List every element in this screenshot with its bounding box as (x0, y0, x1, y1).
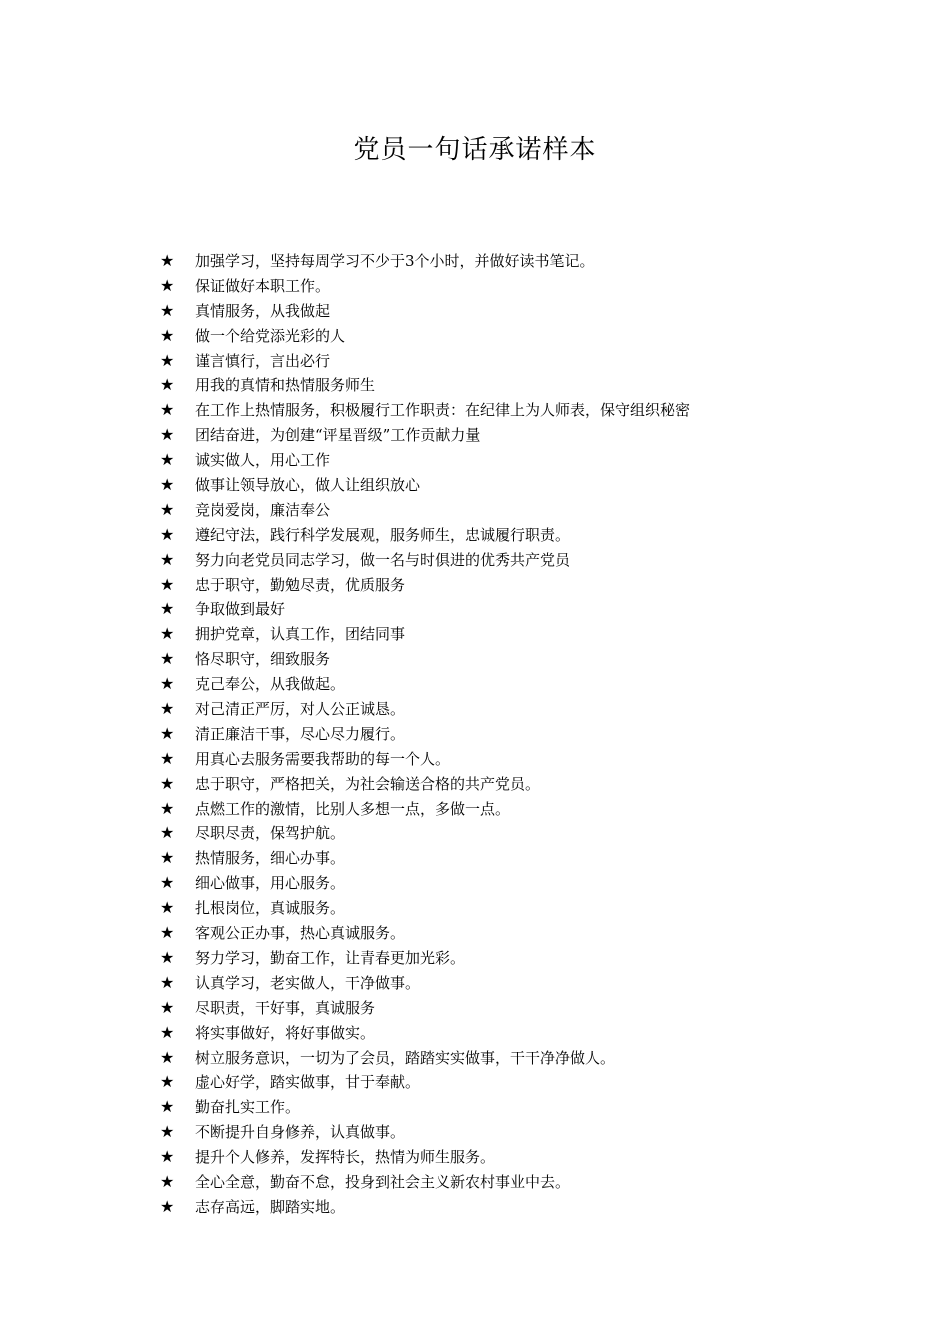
list-item (160, 672, 860, 697)
list-item (160, 1095, 860, 1120)
list-item (160, 548, 860, 573)
star-bullet-icon: ★ (160, 649, 175, 669)
list-item (160, 1195, 860, 1220)
list-item (160, 622, 860, 647)
pledge-text: 客观公正办事，热心真诚服务。 (195, 924, 406, 943)
list-item (160, 971, 860, 996)
pledge-text: 争取做到最好 (195, 600, 286, 619)
list-item (160, 597, 860, 622)
pledge-text: 热情服务，细心办事。 (195, 849, 346, 868)
star-bullet-icon: ★ (160, 1171, 175, 1191)
pledge-text: 努力学习，勤奋工作，让青春更加光彩。 (195, 948, 466, 967)
list-item (160, 697, 860, 722)
star-bullet-icon: ★ (160, 898, 175, 918)
star-bullet-icon: ★ (160, 300, 175, 320)
list-item (160, 1021, 860, 1046)
star-bullet-icon: ★ (160, 972, 175, 992)
pledge-text: 全心全意，勤奋不怠，投身到社会主义新农村事业中去。 (195, 1172, 571, 1191)
list-item (160, 274, 860, 299)
pledge-text: 点燃工作的激情，比别人多想一点，多做一点。 (195, 799, 511, 818)
list-item (160, 821, 860, 846)
pledge-text: 尽职尽责，保驾护航。 (195, 824, 346, 843)
pledge-text: 真情服务，从我做起 (195, 301, 331, 320)
list-item (160, 473, 860, 498)
pledge-text: 做一个给党添光彩的人 (195, 326, 346, 345)
pledge-text: 认真学习，老实做人，干净做事。 (195, 973, 421, 992)
star-bullet-icon: ★ (160, 1047, 175, 1067)
pledge-text: 不断提升自身修养，认真做事。 (195, 1123, 406, 1142)
pledge-text: 忠于职守，严格把关，为社会输送合格的共产党员。 (195, 774, 541, 793)
star-bullet-icon: ★ (160, 923, 175, 943)
pledge-text: 提升个人修养，发挥特长，热情为师生服务。 (195, 1148, 496, 1167)
pledge-text: 保证做好本职工作。 (195, 276, 331, 295)
star-bullet-icon: ★ (160, 823, 175, 843)
list-item (160, 498, 860, 523)
pledge-text: 将实事做好，将好事做实。 (195, 1023, 376, 1042)
list-item (160, 996, 860, 1021)
list-item (160, 523, 860, 548)
list-item (160, 797, 860, 822)
star-bullet-icon: ★ (160, 400, 175, 420)
list-item (160, 349, 860, 374)
pledge-text: 做事让领导放心，做人让组织放心 (195, 476, 421, 495)
pledge-text: 竞岗爱岗，廉洁奉公 (195, 500, 331, 519)
star-bullet-icon: ★ (160, 350, 175, 370)
star-bullet-icon: ★ (160, 723, 175, 743)
star-bullet-icon: ★ (160, 275, 175, 295)
pledge-text: 对己清正严厉，对人公正诚恳。 (195, 700, 406, 719)
star-bullet-icon: ★ (160, 599, 175, 619)
list-item (160, 1170, 860, 1195)
list-item (160, 1145, 860, 1170)
pledge-text: 树立服务意识，一切为了会员，踏踏实实做事，干干净净做人。 (195, 1048, 616, 1067)
pledge-text: 努力向老党员同志学习，做一名与时俱进的优秀共产党员 (195, 550, 571, 569)
document-title: 党员一句话承诺样本 (353, 135, 597, 165)
star-bullet-icon: ★ (160, 251, 175, 270)
pledge-text: 谨言慎行，言出必行 (195, 351, 331, 370)
pledge-text: 用我的真情和热情服务师生 (195, 376, 376, 395)
list-item (160, 324, 860, 349)
star-bullet-icon: ★ (160, 574, 175, 594)
star-bullet-icon: ★ (160, 475, 175, 495)
pledge-text: 扎根岗位，真诚服务。 (195, 899, 346, 918)
pledge-text: 诚实做人，用心工作 (195, 451, 331, 470)
pledge-text: 加强学习，坚持每周学习不少于3个小时，并做好读书笔记。 (195, 252, 595, 270)
list-item (160, 398, 860, 423)
star-bullet-icon: ★ (160, 450, 175, 470)
list-item (160, 946, 860, 971)
star-bullet-icon: ★ (160, 425, 175, 445)
pledge-text: 尽职责，干好事，真诚服务 (195, 998, 376, 1017)
star-bullet-icon: ★ (160, 524, 175, 544)
list-item (160, 573, 860, 598)
star-bullet-icon: ★ (160, 624, 175, 644)
list-item (160, 772, 860, 797)
pledge-text: 遵纪守法，践行科学发展观，服务师生，忠诚履行职责。 (195, 525, 571, 544)
list-item (160, 747, 860, 772)
star-bullet-icon: ★ (160, 375, 175, 395)
list-item (160, 896, 860, 921)
star-bullet-icon: ★ (160, 748, 175, 768)
star-bullet-icon: ★ (160, 499, 175, 519)
pledge-text: 用真心去服务需要我帮助的每一个人。 (195, 749, 451, 768)
list-item (160, 448, 860, 473)
pledge-text: 拥护党章，认真工作，团结同事 (195, 625, 406, 644)
list-item (160, 1070, 860, 1095)
star-bullet-icon: ★ (160, 947, 175, 967)
star-bullet-icon: ★ (160, 325, 175, 345)
pledge-list (160, 249, 860, 1220)
list-item (160, 647, 860, 672)
pledge-text: 克己奉公，从我做起。 (195, 675, 346, 694)
list-item (160, 1120, 860, 1145)
star-bullet-icon: ★ (160, 1147, 175, 1167)
pledge-text: 勤奋扎实工作。 (195, 1098, 301, 1117)
pledge-text: 恪尽职守，细致服务 (195, 650, 331, 669)
star-bullet-icon: ★ (160, 674, 175, 694)
pledge-text: 清正廉洁干事，尽心尽力履行。 (195, 724, 406, 743)
list-item (160, 871, 860, 896)
list-item (160, 1046, 860, 1071)
star-bullet-icon: ★ (160, 997, 175, 1017)
pledge-text: 忠于职守，勤勉尽责，优质服务 (195, 575, 406, 594)
star-bullet-icon: ★ (160, 549, 175, 569)
star-bullet-icon: ★ (160, 798, 175, 818)
list-item (160, 299, 860, 324)
star-bullet-icon: ★ (160, 1122, 175, 1142)
star-bullet-icon: ★ (160, 1196, 175, 1216)
list-item (160, 423, 860, 448)
star-bullet-icon: ★ (160, 773, 175, 793)
list-item (160, 921, 860, 946)
list-item (160, 722, 860, 747)
star-bullet-icon: ★ (160, 1097, 175, 1117)
star-bullet-icon: ★ (160, 848, 175, 868)
star-bullet-icon: ★ (160, 699, 175, 719)
pledge-text: 志存高远，脚踏实地。 (195, 1197, 346, 1216)
pledge-text: 在工作上热情服务，积极履行工作职责：在纪律上为人师表，保守组织秘密 (195, 401, 691, 420)
star-bullet-icon: ★ (160, 1072, 175, 1092)
star-bullet-icon: ★ (160, 1022, 175, 1042)
list-item (160, 373, 860, 398)
list-item (160, 846, 860, 871)
pledge-text: 细心做事，用心服务。 (195, 874, 346, 893)
pledge-text: 团结奋进，为创建“评星晋级”工作贡献力量 (195, 426, 481, 445)
list-item (160, 249, 860, 274)
pledge-text: 虚心好学，踏实做事，甘于奉献。 (195, 1073, 421, 1092)
star-bullet-icon: ★ (160, 873, 175, 893)
